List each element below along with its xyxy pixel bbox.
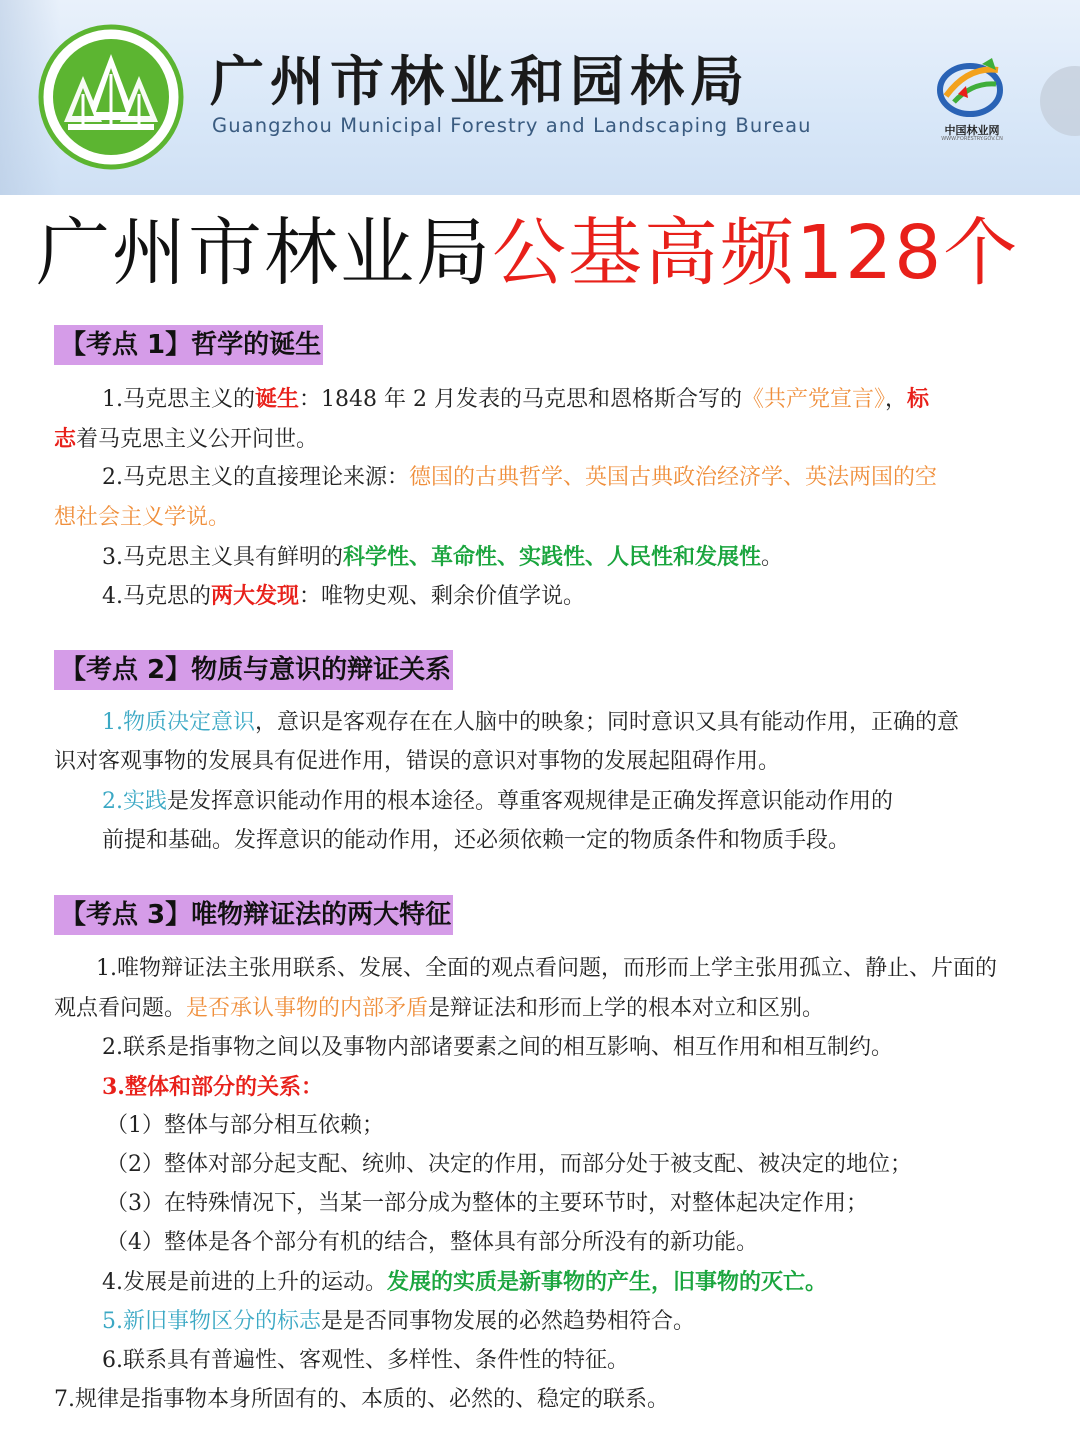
text: 观点看问题。 [54,996,187,1021]
highlight: 是否承认事物的内部矛盾 [186,996,429,1021]
text: 1.唯物辩证法主张用联系、发展、全面的观点看问题，而形而上学主张用孤立、静止、片面的 [96,956,997,981]
forestry-net-url: WWW.FORESTRY.GOV.CN [941,136,1003,142]
forestry-net-swirl-icon [932,56,1012,122]
text: ：唯物史观、剩余价值学说。 [299,584,586,609]
text: 2.联系是指事物之间以及事物内部诸要素之间的相互影响、相互作用和相互制约。 [102,1035,893,1060]
headline-part-black: 广州市林业局 [36,210,492,296]
header-banner [0,0,1080,195]
section-1-line-6 [102,576,585,617]
section-1-line-4 [54,498,230,538]
section-3-line-10 [102,1302,695,1342]
section-1-line-5 [102,537,783,578]
highlight: 《共产党宣言》 [741,387,885,412]
text: 是辩证法和形而上学的根本对立和区别。 [428,996,825,1021]
text: 是是否同事物发展的必然趋势相符合。 [321,1309,696,1334]
text: 前提和基础。发挥意识的能动作用，还必须依赖一定的物质条件和物质手段。 [102,828,851,853]
text: 4.发展是前进的上升的运动。 [102,1270,387,1295]
highlight: 发展的实质是新事物的产生，旧事物的灭亡。 [387,1269,828,1295]
highlight: 想社会主义学说。 [54,505,231,530]
highlight: 德国的古典哲学、英国古典政治经济学、英法两国的空 [409,465,938,490]
section-1-line-3 [102,458,937,498]
section-2-line-2 [54,742,780,782]
section-3-line-3 [102,1028,893,1068]
highlight: 科学性、革命性、实践性、人民性和发展性 [343,544,762,570]
text: ，意识是客观存在在人脑中的映象；同时意识又具有能动作用，正确的意 [255,710,960,735]
bureau-name-en: Guangzhou Municipal Forestry and Landscaping Bureau [212,114,812,137]
section-2-line-3 [102,782,893,822]
section-3-line-6 [106,1145,912,1185]
text: 。 [761,545,784,570]
text: 6.联系具有普遍性、客观性、多样性、条件性的特征。 [102,1348,629,1373]
text: 着马克思主义公开问世。 [76,427,319,452]
section-3-line-7 [106,1184,868,1224]
headline-part-red: 公基高频128个 [492,210,1020,296]
page-headline [36,205,1019,301]
section-1-line-1 [102,379,929,420]
section-3-line-12 [54,1380,669,1420]
highlight: 标 [907,386,930,412]
highlight: 志 [54,426,77,452]
text: 是发挥意识能动作用的根本途径。尊重客观规律是正确发挥意识能动作用的 [167,789,894,814]
section-2-line-1 [102,703,959,743]
section-3-line-2 [54,989,824,1029]
section-3-line-8 [106,1223,758,1263]
section-3-line-9 [102,1262,827,1303]
text: 1.马克思主义的 [102,387,255,412]
text: 识对客观事物的发展具有促进作用，错误的意识对事物的发展起阻碍作用。 [54,749,781,774]
text: 3.马克思主义具有鲜明的 [102,545,343,570]
section-3-line-1 [96,949,997,989]
highlight: 2.实践 [102,789,167,814]
text: 7.规律是指事物本身所固有的、本质的、必然的、稳定的联系。 [54,1387,669,1412]
text: （1）整体与部分相互依赖； [106,1113,384,1138]
section-3-line-4 [102,1067,323,1108]
bureau-tree-logo-icon [38,24,184,170]
text: （4）整体是各个部分有机的结合，整体具有部分所没有的新功能。 [106,1230,758,1255]
section-1-title: 【考点 1】哲学的诞生 [54,325,323,365]
text: ：1848 年 2 月发表的马克思和恩格斯合写的 [299,387,742,412]
section-3-line-11 [102,1341,629,1381]
section-1-line-2 [54,419,318,460]
banner-right-decoration [1040,66,1080,136]
bureau-name-cn: 广州市林业和园林局 [210,50,750,113]
text: ， [885,387,908,412]
highlight: 1.物质决定意识 [102,710,255,735]
text: （2）整体对部分起支配、统帅、决定的作用，而部分处于被支配、被决定的地位； [106,1152,912,1177]
section-3-line-5 [106,1106,384,1146]
section-2-line-4 [102,821,850,861]
forestry-net-name: 中国林业网 [944,124,1000,137]
highlight: 5.新旧事物区分的标志 [102,1309,321,1334]
text: 2.马克思主义的直接理论来源： [102,465,409,490]
section-2-title: 【考点 2】物质与意识的辩证关系 [54,650,453,690]
section-3-title: 【考点 3】唯物辩证法的两大特征 [54,895,453,935]
highlight: 3.整体和部分的关系： [102,1074,323,1100]
text: （3）在特殊情况下，当某一部分成为整体的主要环节时，对整体起决定作用； [106,1191,868,1216]
highlight: 两大发现 [211,583,300,609]
text: 4.马克思的 [102,584,211,609]
highlight: 诞生 [255,386,300,412]
china-forestry-net-logo [932,56,1012,146]
